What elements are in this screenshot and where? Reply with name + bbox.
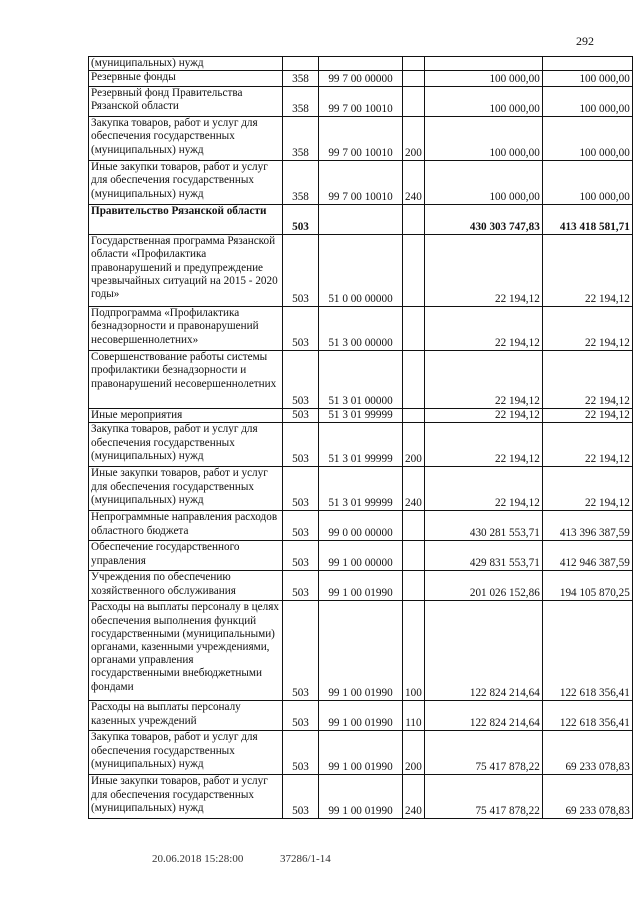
cell-csr: 99 0 00 00000 — [319, 511, 403, 541]
cell-csr: 51 3 00 00000 — [319, 307, 403, 351]
cell-sum1: 430 281 553,71 — [424, 511, 542, 541]
cell-kod: 503 — [283, 541, 319, 571]
cell-kod: 503 — [283, 571, 319, 601]
cell-csr: 99 1 00 01990 — [319, 731, 403, 775]
cell-sum2: 413 396 387,59 — [542, 511, 632, 541]
cell-name: Расходы на выплаты персоналу казенных учреждений — [89, 701, 283, 731]
cell-name: Иные закупки товаров, работ и услуг для обеспечения государственных (муниципальных) нужд — [89, 775, 283, 819]
table-row — [89, 409, 633, 423]
cell-kod — [283, 57, 319, 71]
cell-vr — [403, 71, 425, 87]
cell-vr: 200 — [403, 731, 425, 775]
cell-sum2: 122 618 356,41 — [542, 701, 632, 731]
cell-name: Закупка товаров, работ и услуг для обеспечения государственных (муниципальных) нужд — [89, 423, 283, 467]
cell-csr: 99 1 00 01990 — [319, 571, 403, 601]
cell-kod: 358 — [283, 87, 319, 117]
cell-vr: 200 — [403, 423, 425, 467]
cell-kod: 503 — [283, 307, 319, 351]
page-number: 292 — [576, 34, 594, 48]
cell-name: Закупка товаров, работ и услуг для обеспечения государственных (муниципальных) нужд — [89, 117, 283, 161]
cell-vr: 110 — [403, 701, 425, 731]
table-row — [89, 423, 633, 467]
cell-vr — [403, 235, 425, 307]
cell-kod: 358 — [283, 71, 319, 87]
cell-vr — [403, 351, 425, 409]
budget-table-body — [89, 57, 633, 819]
cell-csr — [319, 205, 403, 235]
cell-vr: 100 — [403, 601, 425, 701]
cell-sum2: 22 194,12 — [542, 467, 632, 511]
table-row — [89, 511, 633, 541]
cell-csr: 99 1 00 01990 — [319, 701, 403, 731]
cell-sum1: 100 000,00 — [424, 117, 542, 161]
cell-sum2: 22 194,12 — [542, 235, 632, 307]
cell-sum2: 100 000,00 — [542, 117, 632, 161]
cell-name: Резервные фонды — [89, 71, 283, 87]
cell-kod: 503 — [283, 601, 319, 701]
cell-kod: 503 — [283, 409, 319, 423]
cell-name: Закупка товаров, работ и услуг для обеспечения государственных (муниципальных) нужд — [89, 731, 283, 775]
table-row — [89, 235, 633, 307]
cell-vr: 240 — [403, 161, 425, 205]
table-row — [89, 57, 633, 71]
cell-csr: 99 7 00 10010 — [319, 87, 403, 117]
cell-sum2 — [542, 57, 632, 71]
cell-name: Учреждения по обеспечению хозяйственного обслуживания — [89, 571, 283, 601]
cell-name: (муниципальных) нужд — [89, 57, 283, 71]
cell-kod: 503 — [283, 423, 319, 467]
cell-name: Иные мероприятия — [89, 409, 283, 423]
cell-sum1: 100 000,00 — [424, 71, 542, 87]
cell-vr — [403, 571, 425, 601]
cell-csr: 51 0 00 00000 — [319, 235, 403, 307]
table-row — [89, 601, 633, 701]
cell-name: Совершенствование работы системы профилактики безнадзорности и правонарушений несовершеннолетних — [89, 351, 283, 409]
cell-vr: 240 — [403, 467, 425, 511]
table-row — [89, 71, 633, 87]
cell-sum1: 100 000,00 — [424, 161, 542, 205]
cell-sum2: 22 194,12 — [542, 423, 632, 467]
table-row — [89, 307, 633, 351]
cell-kod: 503 — [283, 467, 319, 511]
footer-date: 20.06.2018 15:28:00 — [152, 853, 244, 865]
cell-sum1: 22 194,12 — [424, 423, 542, 467]
cell-sum1: 100 000,00 — [424, 87, 542, 117]
table-row — [89, 541, 633, 571]
cell-sum2: 412 946 387,59 — [542, 541, 632, 571]
cell-sum1 — [424, 57, 542, 71]
cell-kod: 503 — [283, 351, 319, 409]
cell-sum1: 22 194,12 — [424, 307, 542, 351]
table-row — [89, 87, 633, 117]
table-row — [89, 731, 633, 775]
cell-sum2: 122 618 356,41 — [542, 601, 632, 701]
cell-vr — [403, 511, 425, 541]
cell-sum2: 100 000,00 — [542, 161, 632, 205]
cell-sum2: 413 418 581,71 — [542, 205, 632, 235]
cell-csr: 99 7 00 10010 — [319, 161, 403, 205]
cell-name: Непрограммные направления расходов областного бюджета — [89, 511, 283, 541]
cell-sum1: 22 194,12 — [424, 351, 542, 409]
cell-name: Расходы на выплаты персоналу в целях обеспечения выполнения функций государственными (муниципальными) органами, казенными учреждениями, органами управления государственными внебюджетными фондами — [89, 601, 283, 701]
cell-kod: 503 — [283, 701, 319, 731]
cell-csr: 99 1 00 00000 — [319, 541, 403, 571]
cell-csr: 99 7 00 10010 — [319, 117, 403, 161]
cell-csr: 99 7 00 00000 — [319, 71, 403, 87]
table-row — [89, 701, 633, 731]
cell-csr: 51 3 01 00000 — [319, 351, 403, 409]
cell-csr: 51 3 01 99999 — [319, 423, 403, 467]
table-row — [89, 205, 633, 235]
footer-document-code: 37286/1-14 — [280, 853, 331, 865]
cell-vr — [403, 307, 425, 351]
cell-kod: 358 — [283, 161, 319, 205]
cell-sum2: 22 194,12 — [542, 351, 632, 409]
cell-name: Правительство Рязанской области — [89, 205, 283, 235]
cell-sum2: 69 233 078,83 — [542, 775, 632, 819]
cell-sum1: 122 824 214,64 — [424, 701, 542, 731]
cell-sum2: 194 105 870,25 — [542, 571, 632, 601]
cell-sum2: 69 233 078,83 — [542, 731, 632, 775]
cell-sum1: 22 194,12 — [424, 235, 542, 307]
cell-csr: 99 1 00 01990 — [319, 775, 403, 819]
cell-name: Обеспечение государственного управления — [89, 541, 283, 571]
cell-sum1: 430 303 747,83 — [424, 205, 542, 235]
table-row — [89, 571, 633, 601]
cell-kod: 503 — [283, 511, 319, 541]
cell-sum1: 429 831 553,71 — [424, 541, 542, 571]
cell-csr: 51 3 01 99999 — [319, 409, 403, 423]
cell-csr: 99 1 00 01990 — [319, 601, 403, 701]
table-row — [89, 467, 633, 511]
cell-vr — [403, 541, 425, 571]
cell-vr — [403, 205, 425, 235]
cell-sum1: 22 194,12 — [424, 467, 542, 511]
cell-name: Государственная программа Рязанской области «Профилактика правонарушений и предупреждение чрезвычайных ситуаций на 2015 - 2020 годы» — [89, 235, 283, 307]
cell-sum1: 122 824 214,64 — [424, 601, 542, 701]
cell-name: Резервный фонд Правительства Рязанской области — [89, 87, 283, 117]
cell-vr: 200 — [403, 117, 425, 161]
cell-kod: 503 — [283, 731, 319, 775]
table-row — [89, 775, 633, 819]
cell-sum2: 22 194,12 — [542, 307, 632, 351]
cell-sum1: 75 417 878,22 — [424, 731, 542, 775]
cell-sum2: 22 194,12 — [542, 409, 632, 423]
budget-table — [88, 56, 633, 819]
cell-vr — [403, 57, 425, 71]
cell-csr — [319, 57, 403, 71]
cell-sum1: 75 417 878,22 — [424, 775, 542, 819]
cell-kod: 503 — [283, 205, 319, 235]
cell-name: Иные закупки товаров, работ и услуг для обеспечения государственных (муниципальных) нужд — [89, 161, 283, 205]
cell-sum2: 100 000,00 — [542, 71, 632, 87]
cell-kod: 503 — [283, 775, 319, 819]
table-row — [89, 117, 633, 161]
cell-name: Подпрограмма «Профилактика безнадзорности и правонарушений несовершеннолетних» — [89, 307, 283, 351]
cell-sum1: 201 026 152,86 — [424, 571, 542, 601]
cell-vr — [403, 87, 425, 117]
cell-sum2: 100 000,00 — [542, 87, 632, 117]
cell-vr: 240 — [403, 775, 425, 819]
cell-csr: 51 3 01 99999 — [319, 467, 403, 511]
table-row — [89, 161, 633, 205]
cell-name: Иные закупки товаров, работ и услуг для обеспечения государственных (муниципальных) нужд — [89, 467, 283, 511]
cell-sum1: 22 194,12 — [424, 409, 542, 423]
table-row — [89, 351, 633, 409]
cell-vr — [403, 409, 425, 423]
cell-kod: 503 — [283, 235, 319, 307]
cell-kod: 358 — [283, 117, 319, 161]
